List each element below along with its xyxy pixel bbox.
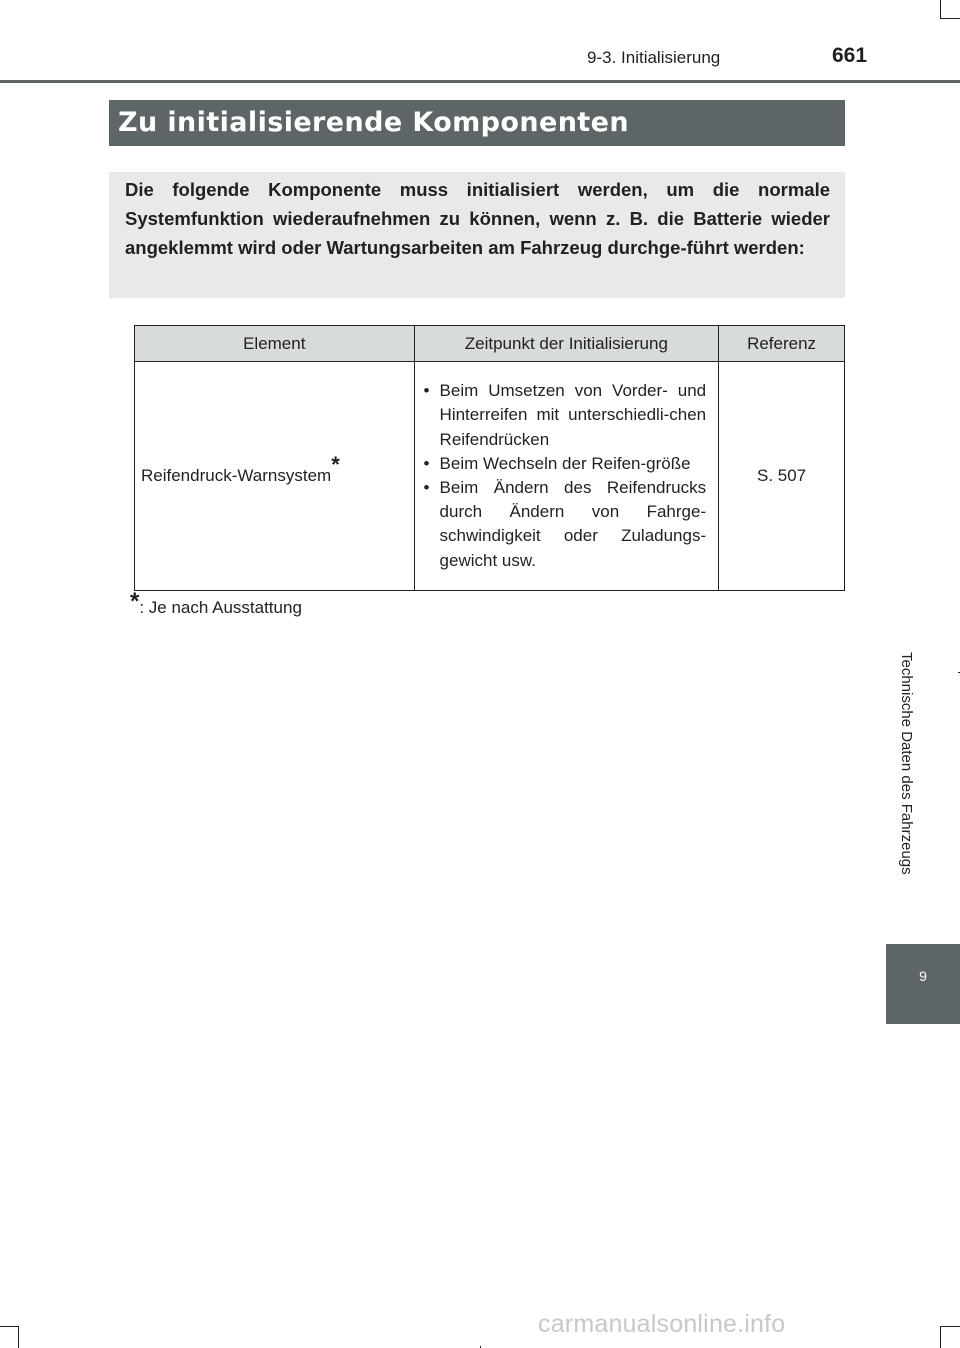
list-item: • Beim Umsetzen von Vorder- und Hinterreifen mit unterschiedli-chen Reifendrücken [422,379,707,452]
crop-mark-bottom-left-v [18,1326,19,1348]
chapter-side-label: Technische Daten des Fahrzeugs [898,652,915,875]
table-header-row [135,326,845,362]
condition-list [422,379,707,573]
initialization-table [134,325,845,591]
footnote [130,588,302,618]
footnote-mark: * [130,588,140,615]
section-heading: Zu initialisierende Komponenten [109,100,845,146]
column-header-ref: Referenz [719,326,845,362]
header-rule [0,80,960,83]
cell-element [135,362,415,591]
list-item: • Beim Ändern des Reifendrucks durch Ändern von Fahrge-schwindigkeit oder Zuladungs-gewicht usw. [422,476,707,573]
crop-mark-top-right-h [940,18,960,19]
crop-mark-bottom-right-h [940,1326,960,1327]
crop-mark-top-right-v [940,0,941,18]
column-header-time: Zeitpunkt der Initialisierung [414,326,719,362]
element-footnote-mark: * [331,452,340,477]
list-item: • Beim Wechseln der Reifen-größe [422,452,707,476]
intro-box [109,172,845,298]
footnote-text: : Je nach Ausstattung [139,598,302,617]
page-number: 661 [832,44,868,67]
intro-text: Die folgende Komponente muss initialisiert werden, um die normale Systemfunktion wiederaufnehmen zu können, wenn z. B. die Batterie wieder angeklemmt wird oder Wartungsarbeiten am Fahrzeug durchge-führt werden: [125,179,830,258]
running-header-section: 9-3. Initialisierung [587,48,721,67]
chapter-tab [886,944,960,1024]
page-reference-link[interactable]: S. 507 [756,466,807,485]
cell-initialization-time [414,362,719,591]
cell-reference[interactable] [719,362,845,591]
column-header-element: Element [135,326,415,362]
chapter-number: 9 [919,968,927,984]
watermark: carmanualsonline.info [538,1310,786,1338]
element-name: Reifendruck-Warnsystem [141,466,332,485]
table-row [135,362,845,591]
crop-mark-bottom-left-h [0,1326,18,1327]
crop-mark-bottom-right-v [940,1326,941,1348]
